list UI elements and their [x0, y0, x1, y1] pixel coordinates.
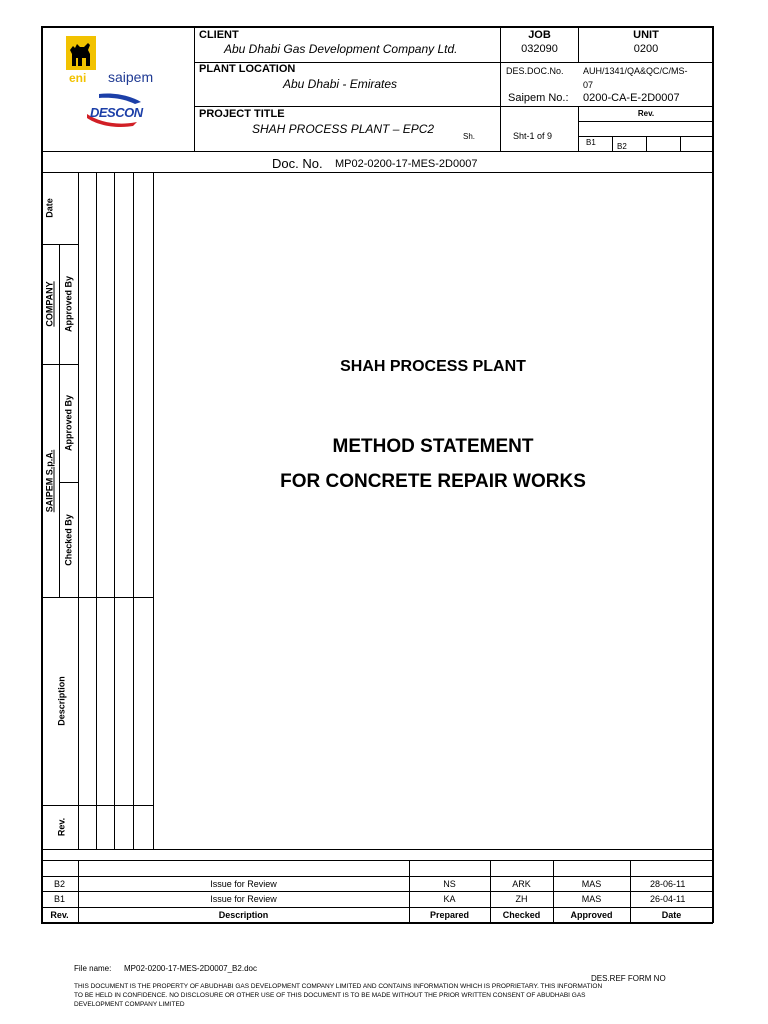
side-label-company: COMPANY — [44, 281, 55, 327]
sheet-short-label: Sh. — [463, 132, 476, 141]
form-number: DES.REF FORM NO — [591, 974, 666, 983]
rev-label: Rev. — [637, 109, 655, 118]
prepared-cell: NS — [443, 879, 456, 889]
date-cell: 28-06-11 — [650, 879, 686, 889]
prepared-cell: KA — [443, 894, 456, 904]
job-label: JOB — [528, 29, 551, 41]
project-title-value: SHAH PROCESS PLANT – EPC2 — [252, 122, 435, 136]
rev-cell: B1 — [53, 894, 65, 904]
rev-b2: B2 — [617, 142, 627, 151]
client-value: Abu Dhabi Gas Development Company Ltd. — [224, 42, 458, 56]
side-label-checked-by: Checked By — [63, 514, 74, 566]
column-header-rev: Rev. — [50, 910, 69, 920]
disclaimer-line3: DEVELOPMENT COMPANY LIMITED — [74, 1001, 185, 1008]
plant-location-label: PLANT LOCATION — [199, 63, 296, 75]
des-doc-label: DES.DOC.No. — [506, 66, 564, 76]
unit-label: UNIT — [633, 29, 659, 41]
doc-no-label: Doc. No. — [272, 156, 323, 171]
side-label-saipem-approved-by: Approved By — [63, 394, 74, 452]
side-label-description: Description — [56, 676, 67, 726]
eni-dog-logo — [66, 36, 96, 70]
column-header-approved: Approved — [570, 910, 613, 920]
job-value: 032090 — [521, 43, 558, 55]
unit-value: 0200 — [633, 43, 659, 55]
column-header-prepared: Prepared — [429, 910, 470, 920]
plant-title: SHAH PROCESS PLANT — [340, 358, 526, 375]
document-title-line2: FOR CONCRETE REPAIR WORKS — [280, 471, 586, 492]
date-cell: 26-04-11 — [650, 894, 686, 904]
descon-logo-text: DESCON — [90, 105, 143, 120]
description-cell: Issue for Review — [210, 894, 277, 904]
approved-cell: MAS — [581, 879, 602, 889]
saipem-no-value: 0200-CA-E-2D0007 — [583, 92, 680, 104]
eni-logo-text: eni — [69, 71, 87, 85]
des-doc-value-line2: 07 — [583, 80, 594, 90]
client-label: CLIENT — [199, 29, 239, 41]
side-label-company-approved-by: Approved By — [63, 275, 74, 333]
sheet-value: Sht-1 of 9 — [513, 131, 553, 141]
document-title-line1: METHOD STATEMENT — [332, 436, 534, 457]
des-doc-value-line1: AUH/1341/QA&QC/C/MS- — [583, 66, 688, 76]
column-header-date: Date — [661, 910, 682, 920]
rev-b1: B1 — [586, 138, 596, 147]
checked-cell: ZH — [515, 894, 528, 904]
approved-cell: MAS — [581, 894, 602, 904]
saipem-no-label: Saipem No.: — [508, 92, 569, 104]
file-name-label: File name: — [74, 964, 112, 973]
saipem-logo-text: saipem — [108, 69, 154, 85]
file-name-value: MP02-0200-17-MES-2D0007_B2.doc — [124, 964, 257, 973]
disclaimer-line2: TO BE HELD IN CONFIDENCE. NO DISCLOSURE OR OTHER USE OF THIS DOCUMENT IS TO BE MADE WITHOUT THE PRIOR WRITTEN CONSENT OF ABUDHABI GAS — [74, 992, 586, 999]
side-label-date: Date — [44, 198, 55, 218]
disclaimer-line1: THIS DOCUMENT IS THE PROPERTY OF ABUDHABI GAS DEVELOPMENT COMPANY LIMITED AND CONTAINS INFORMATION WHICH IS PROPRIETARY. THIS INFORMATION — [74, 983, 603, 990]
column-header-checked: Checked — [502, 910, 541, 920]
side-label-saipem: SAIPEM S.p.A. — [44, 449, 55, 513]
rev-cell: B2 — [53, 879, 65, 889]
plant-location-value: Abu Dhabi - Emirates — [283, 77, 398, 91]
project-title-label: PROJECT TITLE — [199, 108, 285, 120]
description-cell: Issue for Review — [210, 879, 277, 889]
doc-no-value: MP02-0200-17-MES-2D0007 — [335, 158, 478, 170]
column-header-description: Description — [218, 910, 269, 920]
side-label-rev: Rev. — [56, 817, 67, 837]
checked-cell: ARK — [512, 879, 531, 889]
